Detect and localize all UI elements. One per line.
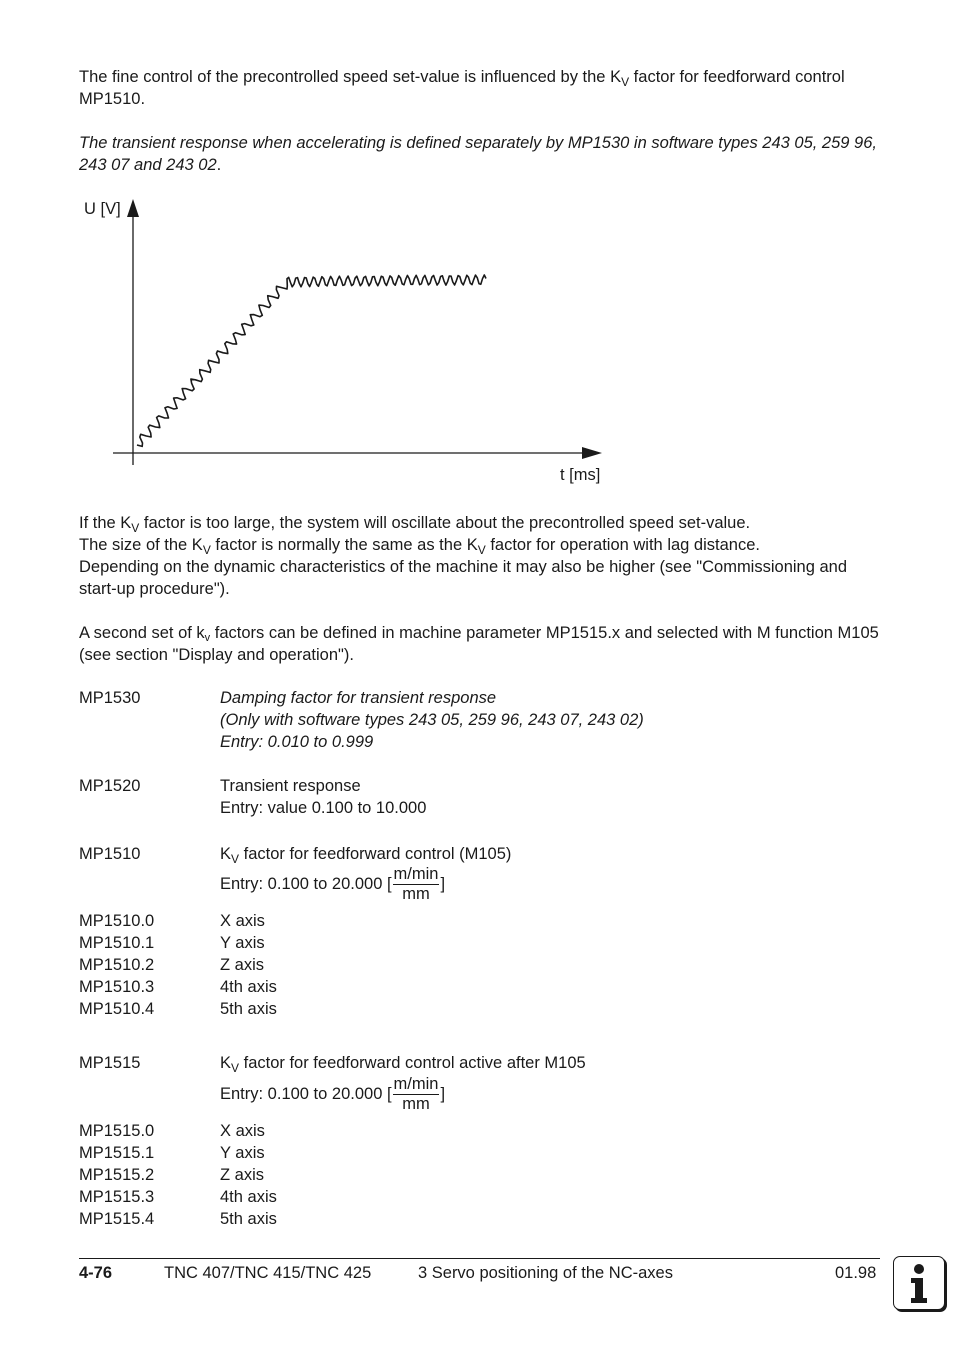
product-name: TNC 407/TNC 415/TNC 425 <box>164 1264 372 1282</box>
parameter-code: MP1520 <box>79 777 141 795</box>
axis-row: MP1515.2 Z axis <box>79 1166 265 1184</box>
issue-date: 01.98 <box>835 1264 877 1282</box>
transient-response-figure <box>79 195 619 490</box>
parameter-code: MP1510 <box>79 845 141 863</box>
parameter-description: $K_V$ factor for feedforward control (M105) <box>220 845 512 866</box>
chapter-title: 3 Servo positioning of the NC-axes <box>418 1264 673 1282</box>
page-number: 4-76 <box>79 1264 113 1282</box>
parameter-code: MP1515 <box>79 1054 141 1072</box>
axis-row: MP1515.4 5th axis <box>79 1210 277 1228</box>
axis-row: MP1515.0 X axis <box>79 1122 265 1140</box>
mp1510-entry: Entry: 0.100 to 20.000 [ $\frac{m/\min}{mm}$ ] <box>220 865 446 903</box>
mp1530-row <box>79 687 884 709</box>
parameter-description: Transient response <box>220 777 361 795</box>
parameter-description: Damping factor for transient response <box>220 689 497 707</box>
mp1520-row <box>79 775 884 797</box>
unit-fraction: $\frac{m/\min}{mm}$ <box>393 865 439 903</box>
info-icon <box>893 1256 945 1310</box>
axis-row: MP1510.0 X axis <box>79 912 265 930</box>
mp1510-row <box>79 843 884 865</box>
second-kv-set-paragraph: A second set of $k_v$ factors can be defined in machine parameter MP1515.x and selected with M function M105 (see section "Display and operation"). <box>79 624 879 664</box>
x-axis-label: t [ms] <box>560 466 601 484</box>
axis-row: MP1515.3 4th axis <box>79 1188 277 1206</box>
mp1530-entry: Entry: 0.010 to 0.999 <box>220 733 374 751</box>
intro-paragraph: The fine control of the precontrolled speed set-value is influenced by the $K_V$ factor for feedforward control MP1510. <box>79 68 845 108</box>
axis-row: MP1510.3 4th axis <box>79 978 277 996</box>
x-axis <box>113 447 602 459</box>
y-axis <box>127 199 139 465</box>
intro-note: The transient response when accelerating is defined separately by MP1530 in software types 243 05, 259 96, 243 07 and 243 02. <box>79 134 877 174</box>
mp1520-entry: Entry: value 0.100 to 10.000 <box>220 799 427 817</box>
mp1530-note: (Only with software types 243 05, 259 96, 243 07, 243 02) <box>220 711 644 729</box>
parameter-code: MP1530 <box>79 689 141 707</box>
axis-row: MP1510.2 Z axis <box>79 956 265 974</box>
figure-graphic <box>79 195 619 490</box>
footer-rule <box>79 1258 880 1259</box>
axis-row: MP1510.4 5th axis <box>79 1000 277 1018</box>
axis-row: MP1510.1 Y axis <box>79 934 265 952</box>
oscillating-response-curve <box>137 275 486 446</box>
axis-row: MP1515.1 Y axis <box>79 1144 265 1162</box>
mp1515-row <box>79 1052 884 1074</box>
explanation-paragraph: If the $K_V$ factor is too large, the system will oscillate about the precontrolled speed set-value. The size of the $K_V$ factor is normally the same as the $K_V$ factor for operation with lag distance. Depending on the dynamic characteristics of the machine it may also be higher (see "Commissioning and start-up procedure"). <box>79 514 847 598</box>
unit-fraction: $\frac{m/\min}{mm}$ <box>393 1075 439 1113</box>
parameter-description: $K_V$ factor for feedforward control active after M105 <box>220 1054 586 1075</box>
mp1515-entry: Entry: 0.100 to 20.000 [ $\frac{m/\min}{mm}$ ] <box>220 1075 446 1113</box>
y-axis-label: U [V] <box>84 200 121 218</box>
